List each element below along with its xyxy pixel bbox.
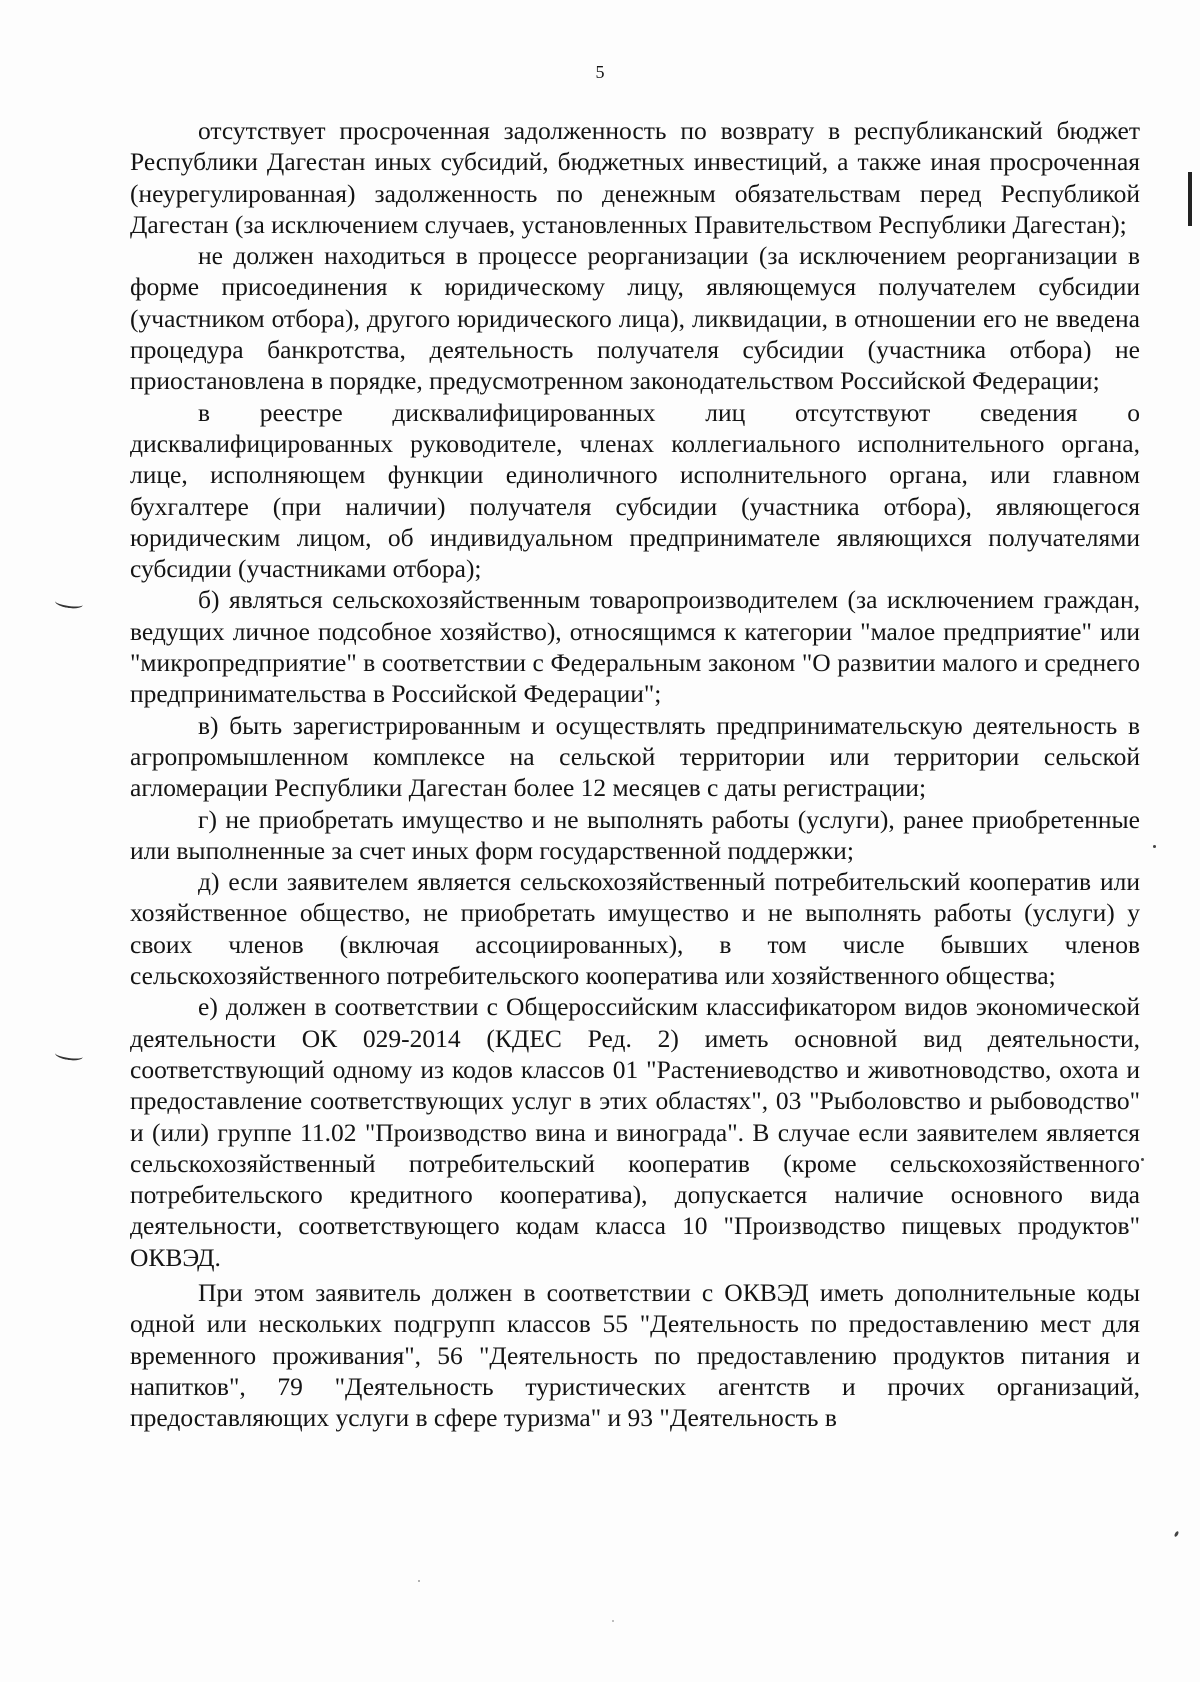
scan-speck: [1153, 845, 1156, 848]
page-number: 5: [595, 62, 605, 82]
paragraph-no-overdue-debt: отсутствует просроченная задолженность по возврату в республиканский бюджет Республики Дагестан иных субсидий, бюджетных инвестиций, а также иная просроченная (неурегулированная) задолженность по денежным обязательствам перед Республикой Дагестан (за исключением случаев, установленных Правительством Республики Дагестан);: [130, 116, 1140, 239]
paragraph-item-e: е) должен в соответствии с Общероссийским классификатором видов экономической деятельности ОК 029-2014 (КДЕС Ред. 2) иметь основной вид деятельности, соответствующий одному из кодов классов 01 "Растениеводство и животноводство, охота и предоставление соответствующих услуг в этих областях", 03 "Рыболовство и рыбоводство" и (или) группе 11.02 "Производство вина и винограда". В случае если заявителем является сельскохозяйственный потребительский кооператив (кроме сельскохозяйственного потребительского кредитного кооператива), допускается наличие основного вида деятельности, соответствующего кодам класса 10 "Производство пищевых продуктов" ОКВЭД.: [130, 992, 1140, 1272]
paragraph-additional-codes: При этом заявитель должен в соответствии с ОКВЭД иметь дополнительные коды одной или нескольких подгрупп классов 55 "Деятельность по предоставлению мест для временного проживания", 56 "Деятельность по предоставлению продуктов питания и напитков", 79 "Деятельность туристических агентств и прочих организаций, предоставляющих услуги в сфере туризма" и 93 "Деятельность в: [130, 1277, 1140, 1433]
paragraph-no-reorganization: не должен находиться в процессе реорганизации (за исключением реорганизации в форме присоединения к юридическому лицу, являющемуся получателем субсидии (участником отбора), другого юридического лица), ликвидации, в отношении его не введена процедура банкротства, деятельность получателя субсидии (участника отбора) не приостановлена в порядке, предусмотренном законодательством Российской Федерации;: [130, 241, 1140, 396]
document-body: [130, 115, 1140, 1433]
scan-mark: [54, 596, 83, 610]
paragraph-disqualified-persons: в реестре дисквалифицированных лиц отсутствуют сведения о дисквалифицированных руководителе, членах коллегиального исполнительного органа, лице, исполняющем функции единоличного исполнительного органа, или главном бухгалтере (при наличии) получателя субсидии (участника отбора), являющегося юридическим лицом, об индивидуальном предпринимателе являющихся получателями субсидии (участниками отбора);: [130, 397, 1140, 584]
paragraph-item-g: г) не приобретать имущество и не выполнять работы (услуги), ранее приобретенные или выполненные за счет иных форм государственной поддержки;: [130, 804, 1140, 865]
paragraph-item-d: д) если заявителем является сельскохозяйственный потребительский кооператив или хозяйственное общество, не приобретать имущество и не выполнять работы (услуги) у своих членов (включая ассоциированных), в том числе бывших членов сельскохозяйственного потребительского кооператива или хозяйственного общества;: [130, 867, 1140, 991]
scan-mark: [54, 1048, 83, 1062]
scan-speck: [1174, 1531, 1180, 1538]
paragraph-item-v: в) быть зарегистрированным и осуществлять предпринимательскую деятельность в агропромышленном комплексе на сельской территории или территории сельской агломерации Республики Дагестан более 12 месяцев с даты регистрации;: [130, 710, 1140, 803]
scan-speck: [1141, 1158, 1144, 1161]
scan-speck: [418, 1580, 420, 1582]
paragraph-item-b: б) являться сельскохозяйственным товаропроизводителем (за исключением граждан, ведущих личное подсобное хозяйство), относящимся к категории "малое предприятие" или "микропредприятие" в соответствии с Федеральным законом "О развитии малого и среднего предпринимательства в Российской Федерации";: [130, 585, 1140, 709]
scan-edge-mark: [1188, 172, 1192, 226]
scan-speck: [612, 1620, 614, 1622]
